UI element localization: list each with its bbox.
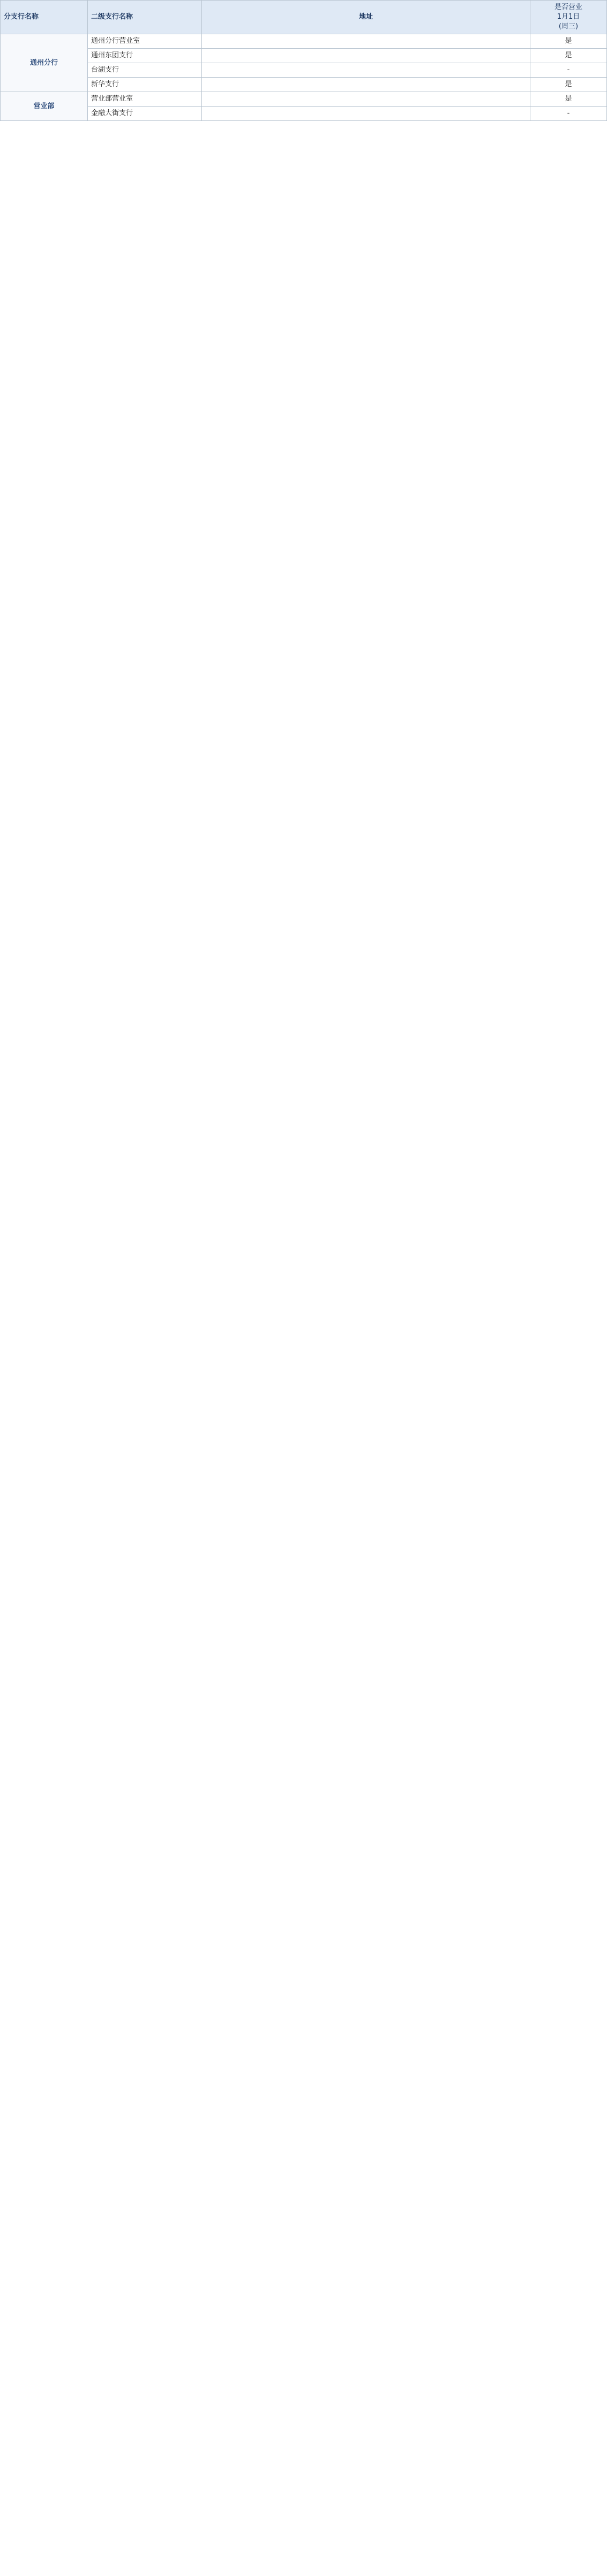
branch-name: 营业部营业室 bbox=[88, 92, 202, 107]
open-status: 是 bbox=[530, 78, 607, 92]
header-open-date: 1月1日 bbox=[557, 13, 580, 21]
table-row bbox=[1, 63, 607, 78]
branch-address bbox=[202, 107, 530, 121]
table-row bbox=[1, 92, 607, 107]
branch-address bbox=[202, 34, 530, 49]
branch-name: 新华支行 bbox=[88, 78, 202, 92]
header-branch: 二级支行名称 bbox=[88, 1, 202, 34]
branch-address bbox=[202, 92, 530, 107]
open-status: - bbox=[530, 63, 607, 78]
table-row bbox=[1, 78, 607, 92]
branch-address bbox=[202, 78, 530, 92]
region-name: 营业部 bbox=[1, 92, 88, 121]
open-status: 是 bbox=[530, 34, 607, 49]
branch-address bbox=[202, 49, 530, 63]
header-region: 分支行名称 bbox=[1, 1, 88, 34]
header-open-title: 是否营业 bbox=[554, 3, 582, 11]
branch-name: 金融大街支行 bbox=[88, 107, 202, 121]
header-open-weekday: (周三) bbox=[558, 22, 579, 31]
open-status: 是 bbox=[530, 92, 607, 107]
branch-table bbox=[0, 0, 607, 121]
open-status: - bbox=[530, 107, 607, 121]
header-address: 地址 bbox=[202, 1, 530, 34]
region-name: 通州分行 bbox=[1, 34, 88, 92]
open-status: 是 bbox=[530, 49, 607, 63]
table-row bbox=[1, 107, 607, 121]
branch-name: 台湖支行 bbox=[88, 63, 202, 78]
table-row bbox=[1, 49, 607, 63]
table-body bbox=[1, 34, 607, 121]
header-open-status bbox=[530, 1, 607, 34]
table-header-row bbox=[1, 1, 607, 34]
table-row bbox=[1, 34, 607, 49]
branch-address bbox=[202, 63, 530, 78]
branch-name: 通州分行营业室 bbox=[88, 34, 202, 49]
branch-name: 通州东团支行 bbox=[88, 49, 202, 63]
